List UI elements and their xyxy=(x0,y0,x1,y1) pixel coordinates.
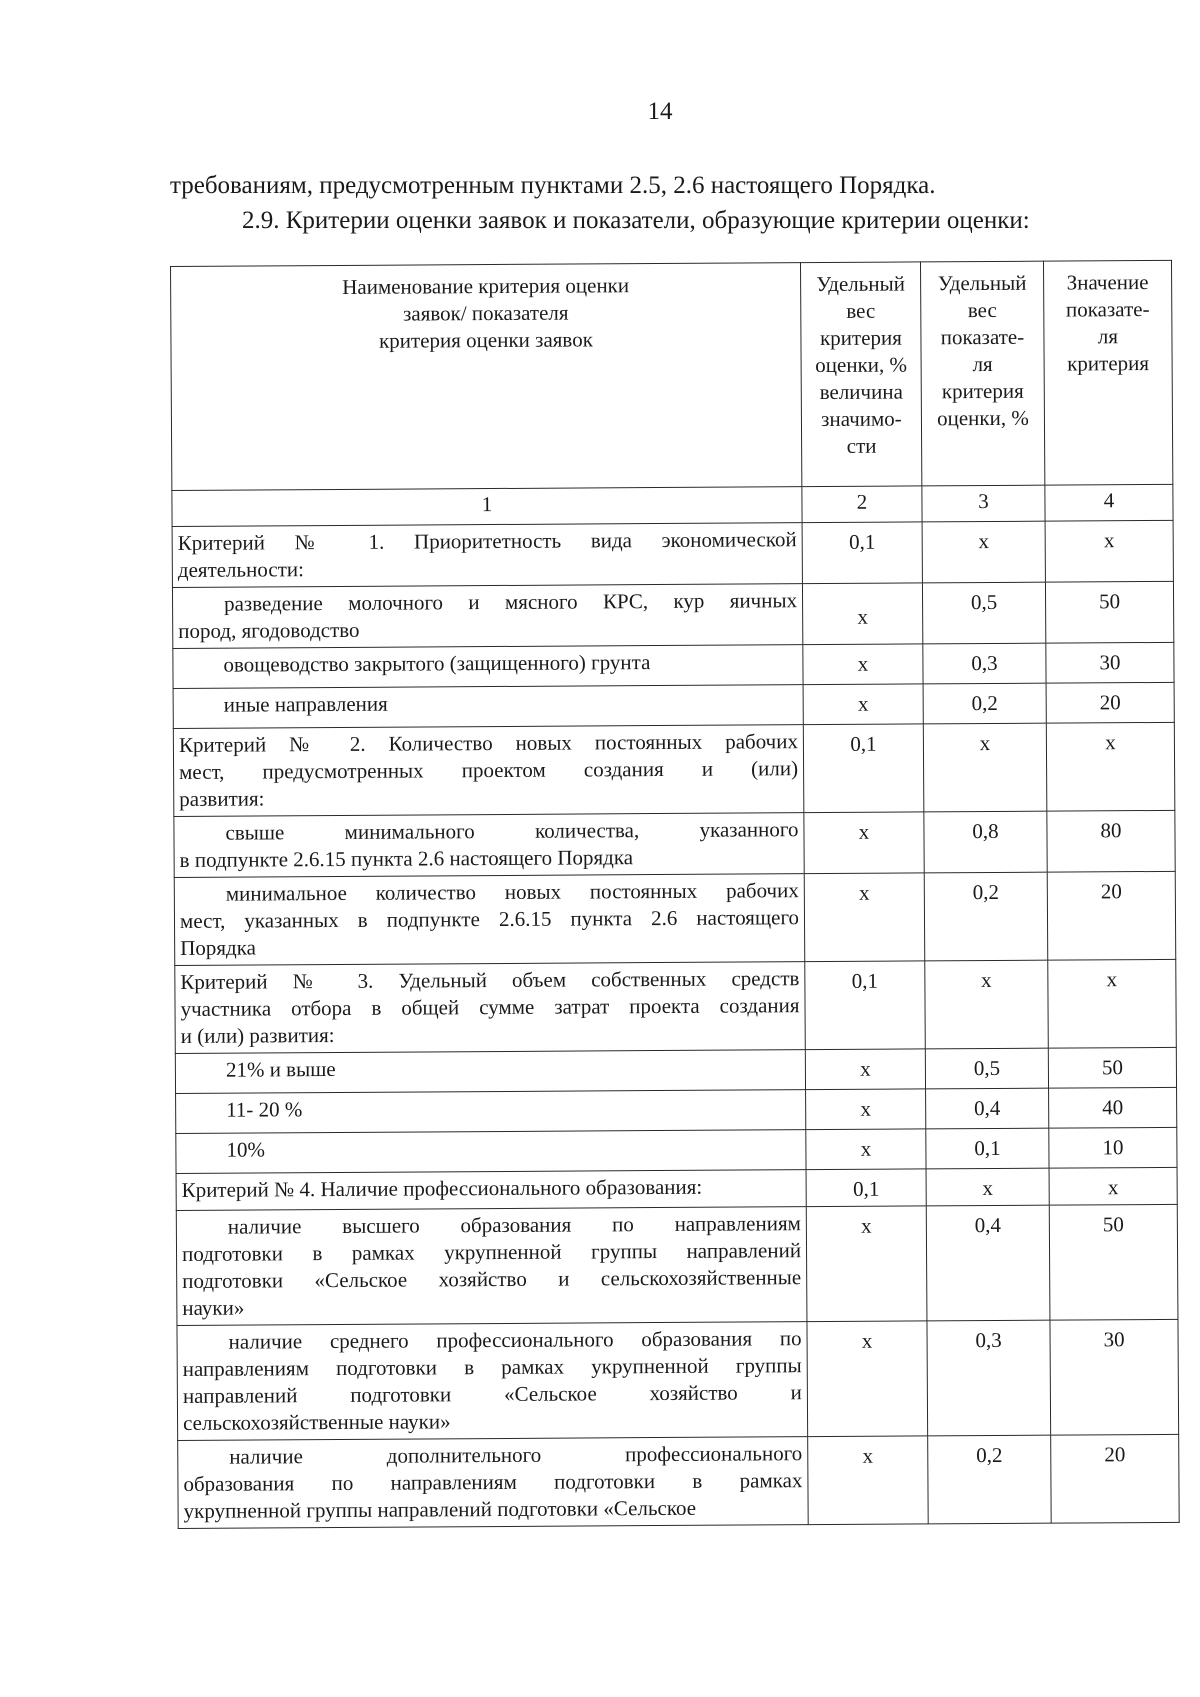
intro-line-1: требованиям, предусмотренным пунктами 2.5, 2.6 настоящего Порядка. xyxy=(170,172,936,199)
intro-text xyxy=(170,168,1150,238)
text-line: мест, указанных в подпункте 2.6.15 пункта 2.6 настоящего xyxy=(179,905,800,933)
text-line: подготовки «Сельское хозяйство и сельскохозяйственные xyxy=(182,1265,802,1293)
indicator-name xyxy=(175,1050,805,1094)
criterion-weight-cell: х xyxy=(806,1089,926,1130)
criterion-weight-cell: х xyxy=(807,1321,928,1437)
indicator-name xyxy=(177,1322,808,1441)
text-line: наличие дополнительного профессионального xyxy=(229,1441,803,1469)
table-row xyxy=(175,1047,1176,1093)
text-line: направлений подготовки «Сельское хозяйство и xyxy=(182,1380,802,1408)
indicator-weight-cell: 0,3 xyxy=(927,1320,1051,1436)
table-row xyxy=(176,1204,1178,1325)
indicator-name xyxy=(173,685,803,729)
text-line: подготовки в рамках укрупненной группы направлений xyxy=(181,1238,802,1266)
text-line: в подпункте 2.6.15 пункта 2.6 настоящего Порядка xyxy=(179,845,634,872)
table-row xyxy=(174,871,1176,965)
column-number: 3 xyxy=(922,485,1045,522)
table-row xyxy=(173,722,1175,816)
indicator-weight-cell: 0,1 xyxy=(926,1128,1049,1169)
header-criterion-name: Наименование критерия оценки заявок/ показателя критерия оценки заявок xyxy=(171,263,802,491)
text-line: сельскохозяйственные науки» xyxy=(182,1409,451,1435)
text-line: наличие среднего профессионального образования по xyxy=(228,1326,802,1354)
text-line: разведение молочного и мясного КРС, кур яичных xyxy=(223,588,798,616)
indicator-name xyxy=(172,584,802,649)
text-line: мест, предусмотренных проектом создания и (или) xyxy=(179,756,799,784)
text-line: иные направления xyxy=(223,691,388,717)
text-line: минимальное количество новых постоянных рабочих xyxy=(225,878,799,906)
indicator-value-cell: 40 xyxy=(1049,1087,1177,1128)
column-number: 1 xyxy=(172,487,802,527)
criterion-weight-cell: х xyxy=(806,1206,927,1322)
criterion-weight-cell: х xyxy=(806,1129,926,1170)
indicator-weight-cell: х xyxy=(926,1168,1049,1206)
text-line: науки» xyxy=(182,1295,245,1320)
indicator-weight-cell: 0,4 xyxy=(926,1205,1050,1321)
text-line: наличие высшего образования по направлениям xyxy=(227,1211,801,1239)
indicator-name xyxy=(178,1437,809,1529)
text-line: Критерий № 2. Количество новых постоянных рабочих xyxy=(178,729,798,757)
text-line: направлениям подготовки в рамках укрупненной группы xyxy=(182,1353,802,1381)
table-row xyxy=(172,520,1173,587)
indicator-value-cell: 20 xyxy=(1046,682,1174,723)
column-number: 4 xyxy=(1045,484,1173,521)
criterion-weight-cell: х xyxy=(802,583,922,645)
indicator-name xyxy=(176,1207,807,1326)
indicator-value-cell: 30 xyxy=(1050,1319,1179,1435)
criterion-weight-cell: 0,1 xyxy=(802,522,922,584)
criterion-name xyxy=(173,725,804,817)
table-row xyxy=(173,642,1174,688)
header-criterion-weight: Удельный вес критерия оценки, % величина значимо- сти xyxy=(800,262,921,487)
table-row xyxy=(174,810,1175,877)
text-line: пород, ягодоводство xyxy=(178,617,360,643)
indicator-weight-cell: х xyxy=(922,521,1045,583)
text-line: 21% и выше xyxy=(225,1057,336,1082)
criterion-weight-cell: 0,1 xyxy=(805,961,926,1050)
table-row xyxy=(177,1319,1179,1440)
indicator-weight-cell: 0,5 xyxy=(922,582,1045,644)
column-number-row xyxy=(172,484,1173,526)
indicator-name xyxy=(174,874,805,966)
criterion-name xyxy=(172,523,802,588)
criteria-table xyxy=(170,260,1180,1529)
criterion-name xyxy=(176,1170,806,1211)
indicator-value-cell: 50 xyxy=(1045,581,1173,643)
indicator-name xyxy=(174,813,804,878)
text-line: и (или) развития: xyxy=(180,1023,335,1048)
criterion-weight-cell: 0,1 xyxy=(806,1169,926,1207)
text-line: свыше минимального количества, указанного xyxy=(225,817,799,845)
criterion-weight-cell: х xyxy=(805,1049,925,1090)
indicator-value-cell: 50 xyxy=(1049,1204,1178,1320)
indicator-weight-cell: 0,2 xyxy=(928,1435,1052,1524)
table-row xyxy=(172,581,1173,648)
indicator-value-cell: 50 xyxy=(1048,1047,1176,1088)
table-row xyxy=(176,1167,1177,1210)
indicator-weight-cell: 0,3 xyxy=(923,643,1046,684)
column-number: 2 xyxy=(802,486,922,523)
indicator-name xyxy=(176,1090,806,1134)
table-row xyxy=(176,1087,1177,1133)
intro-line-2: 2.9. Критерии оценки заявок и показатели, образующие критерии оценки: xyxy=(242,207,1030,234)
criterion-weight-cell: 0,1 xyxy=(803,724,924,813)
indicator-value-cell: х xyxy=(1046,722,1175,811)
table-row xyxy=(173,682,1174,728)
indicator-value-cell: 80 xyxy=(1047,810,1175,872)
header-indicator-weight: Удельный вес показате- ля критерия оценки, % xyxy=(920,261,1044,486)
table-body xyxy=(172,520,1179,1528)
indicator-weight-cell: х xyxy=(923,723,1047,812)
indicator-value-cell: 20 xyxy=(1051,1434,1180,1523)
text-line: Критерий № 1. Приоритетность вида экономической xyxy=(177,527,797,555)
text-line: Порядка xyxy=(180,935,256,960)
text-line: Критерий № 3. Удельный объем собственных средств xyxy=(180,966,800,994)
indicator-weight-cell: 0,8 xyxy=(924,811,1047,873)
table-row xyxy=(178,1434,1180,1528)
indicator-weight-cell: 0,4 xyxy=(926,1088,1049,1129)
text-line: развития: xyxy=(179,786,265,811)
criterion-weight-cell: х xyxy=(804,812,924,874)
indicator-weight-cell: 0,2 xyxy=(924,872,1048,961)
table-row xyxy=(176,1127,1177,1173)
text-line: Критерий № 4. Наличие профессионального образования: xyxy=(181,1174,703,1202)
indicator-name xyxy=(173,645,803,689)
indicator-value-cell: х xyxy=(1049,1167,1177,1205)
criterion-weight-cell: х xyxy=(808,1436,929,1525)
text-line: 10% xyxy=(226,1137,265,1162)
indicator-value-cell: 20 xyxy=(1047,871,1176,960)
page-number: 14 xyxy=(647,98,673,125)
indicator-value-cell: х xyxy=(1048,959,1177,1048)
criterion-weight-cell: х xyxy=(803,684,923,725)
table-row xyxy=(175,959,1177,1053)
indicator-value-cell: 10 xyxy=(1049,1127,1177,1168)
indicator-weight-cell: х xyxy=(925,960,1049,1049)
indicator-weight-cell: 0,2 xyxy=(923,683,1046,724)
text-line: 11- 20 % xyxy=(226,1097,303,1122)
criterion-weight-cell: х xyxy=(803,644,923,685)
text-line: деятельности: xyxy=(177,557,304,582)
indicator-name xyxy=(176,1130,806,1174)
text-line: овощеводство закрытого (защищенного) грунта xyxy=(223,650,651,677)
text-line: участника отбора в общей сумме затрат проекта создания xyxy=(180,993,800,1021)
text-line: образования по направлениям подготовки в рамках xyxy=(183,1468,803,1496)
criterion-name xyxy=(175,962,806,1054)
header-indicator-value: Значение показате- ля критерия xyxy=(1043,260,1172,485)
header-row xyxy=(171,260,1173,490)
indicator-value-cell: х xyxy=(1045,520,1173,582)
indicator-weight-cell: 0,5 xyxy=(925,1048,1048,1089)
text-line: укрупненной группы направлений подготовки «Сельское xyxy=(183,1495,697,1523)
criterion-weight-cell: х xyxy=(804,873,925,962)
indicator-value-cell: 30 xyxy=(1046,642,1174,683)
